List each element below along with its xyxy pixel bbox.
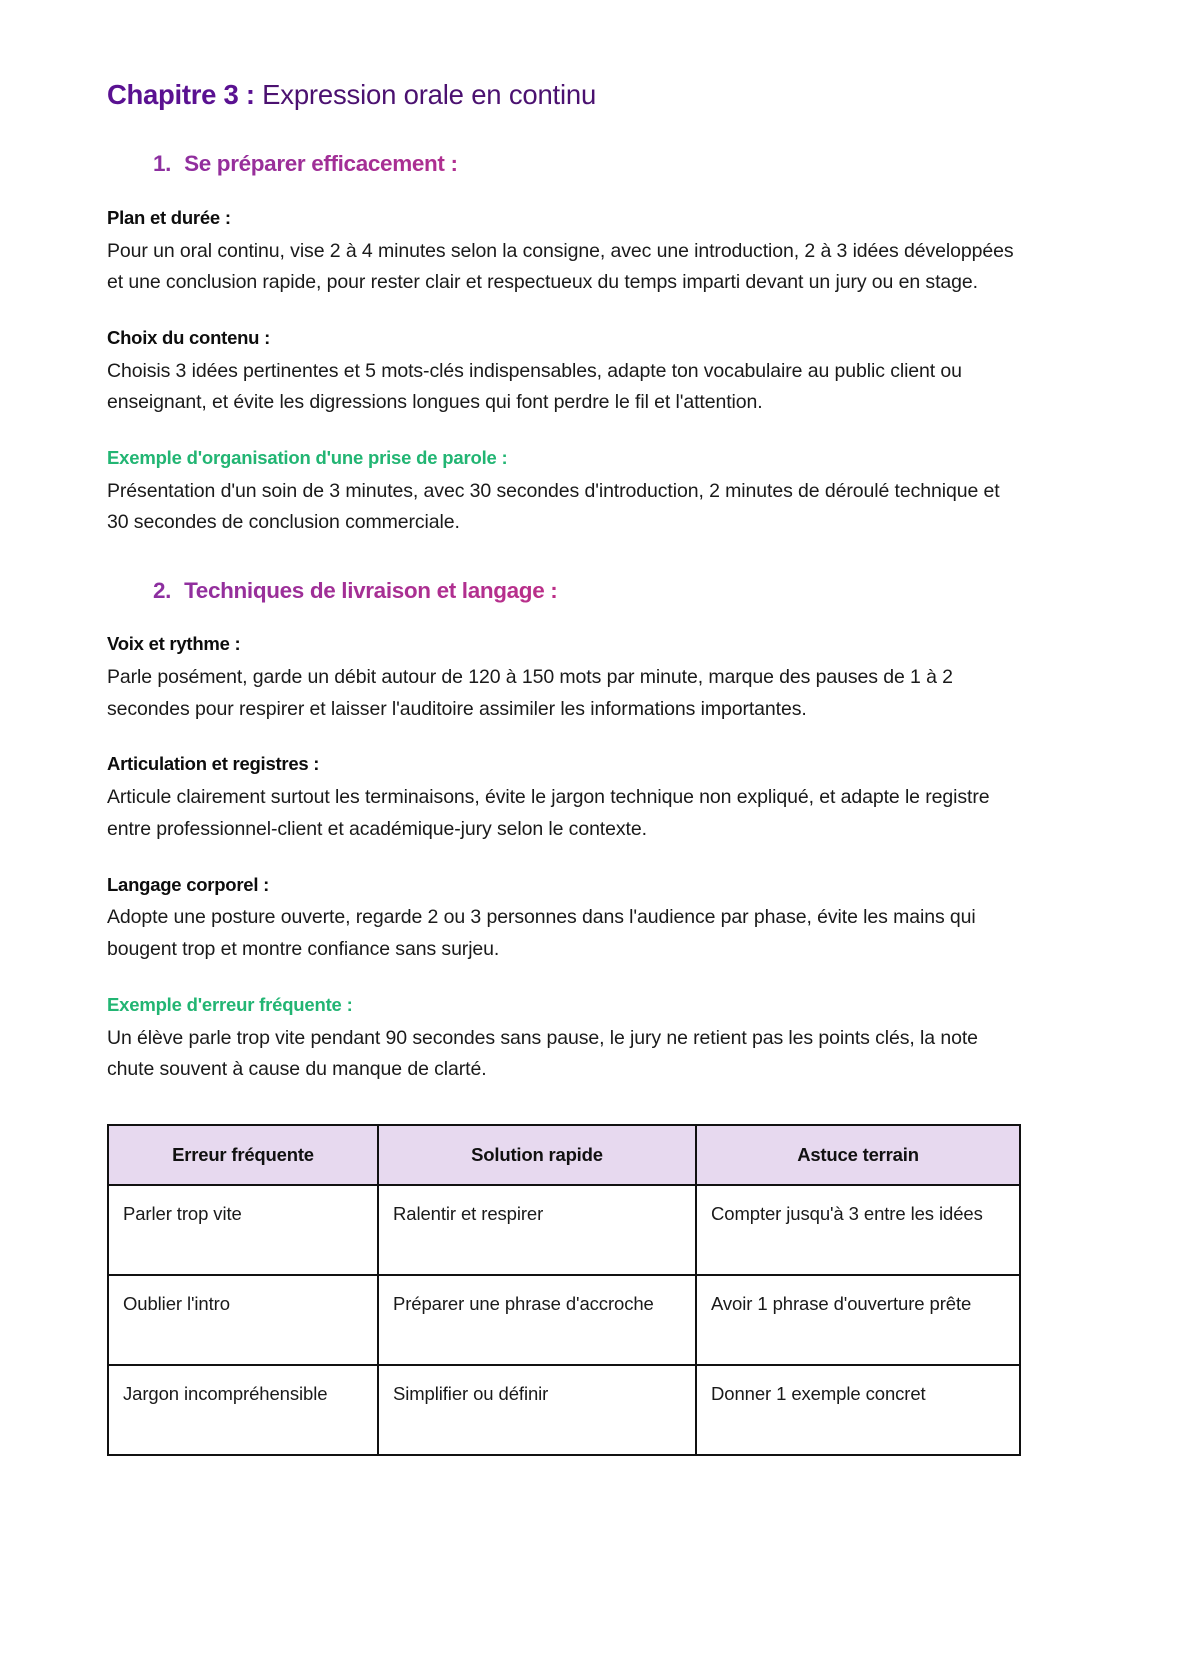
sub-heading: Articulation et registres : bbox=[107, 753, 320, 775]
table-cell: Donner 1 exemple concret bbox=[696, 1365, 1020, 1455]
table-row bbox=[108, 1365, 1020, 1455]
paragraph: Adopte une posture ouverte, regarde 2 ou 3 personnes dans l'audience par phase, évite les mains qui bougent trop et montre confiance sans surjeu. bbox=[107, 906, 976, 961]
sub-heading-example: Exemple d'erreur fréquente : bbox=[107, 993, 353, 1015]
sub-heading: Voix et rythme : bbox=[107, 633, 241, 655]
table-column-header: Solution rapide bbox=[378, 1125, 696, 1185]
paragraph: Pour un oral continu, vise 2 à 4 minutes selon la consigne, avec une introduction, 2 à 3 idées développées et une conclusion rapide, pour rester clair et respectueux du temps imparti devant un jury ou en stage. bbox=[107, 239, 1014, 294]
table-column-header: Astuce terrain bbox=[696, 1125, 1020, 1185]
errors-table-wrapper bbox=[107, 1124, 1020, 1456]
section-heading-2 bbox=[153, 576, 1020, 605]
page-title bbox=[107, 78, 1020, 112]
content-block bbox=[107, 632, 1020, 725]
paragraph: Présentation d'un soin de 3 minutes, avec 30 secondes d'introduction, 2 minutes de déroulé technique et 30 secondes de conclusion commerciale. bbox=[107, 479, 1000, 534]
section-title-2: Techniques de livraison et langage : bbox=[184, 578, 558, 603]
paragraph: Articule clairement surtout les terminaisons, évite le jargon technique non expliqué, et adapte le registre entre professionnel-client et académique-jury selon le contexte. bbox=[107, 786, 990, 840]
content-block bbox=[107, 206, 1020, 299]
sub-heading: Langage corporel : bbox=[107, 873, 270, 895]
content-block-example bbox=[107, 446, 1020, 539]
content-block-example bbox=[107, 993, 1020, 1086]
section-number-1: 1. bbox=[153, 151, 172, 177]
table-row bbox=[108, 1185, 1020, 1275]
page-title-chapter-name: Expression orale en continu bbox=[254, 79, 597, 110]
content-block bbox=[107, 326, 1020, 419]
table-header-row bbox=[108, 1125, 1020, 1185]
paragraph: Parle posément, garde un débit autour de 120 à 150 mots par minute, marque des pauses de 1 à 2 secondes pour respirer et laisser l'auditoire assimiler les informations importantes. bbox=[107, 666, 953, 720]
page-title-chapter-label: Chapitre 3 : bbox=[107, 79, 255, 110]
errors-table bbox=[107, 1124, 1021, 1456]
table-cell: Jargon incompréhensible bbox=[108, 1365, 378, 1455]
section-number-2: 2. bbox=[153, 578, 172, 603]
table-cell: Simplifier ou définir bbox=[378, 1365, 696, 1455]
paragraph: Choisis 3 idées pertinentes et 5 mots-clés indispensables, adapte ton vocabulaire au public client ou enseignant, et évite les digressions longues qui font perdre le fil et l'attention. bbox=[107, 359, 962, 414]
section-heading-1 bbox=[153, 149, 1020, 178]
table-cell: Ralentir et respirer bbox=[378, 1185, 696, 1275]
table-cell: Préparer une phrase d'accroche bbox=[378, 1275, 696, 1365]
table-cell: Compter jusqu'à 3 entre les idées bbox=[696, 1185, 1020, 1275]
sub-heading: Plan et durée : bbox=[107, 206, 231, 228]
table-cell: Parler trop vite bbox=[108, 1185, 378, 1275]
content-block bbox=[107, 873, 1020, 966]
content-block bbox=[107, 752, 1020, 845]
table-column-header: Erreur fréquente bbox=[108, 1125, 378, 1185]
paragraph: Un élève parle trop vite pendant 90 secondes sans pause, le jury ne retient pas les points clés, la note chute souvent à cause du manque de clarté. bbox=[107, 1026, 978, 1081]
section-title-1: Se préparer efficacement : bbox=[184, 151, 458, 177]
sub-heading: Choix du contenu : bbox=[107, 326, 271, 348]
table-cell: Avoir 1 phrase d'ouverture prête bbox=[696, 1275, 1020, 1365]
sub-heading-example: Exemple d'organisation d'une prise de parole : bbox=[107, 446, 508, 468]
table-cell: Oublier l'intro bbox=[108, 1275, 378, 1365]
table-row bbox=[108, 1275, 1020, 1365]
